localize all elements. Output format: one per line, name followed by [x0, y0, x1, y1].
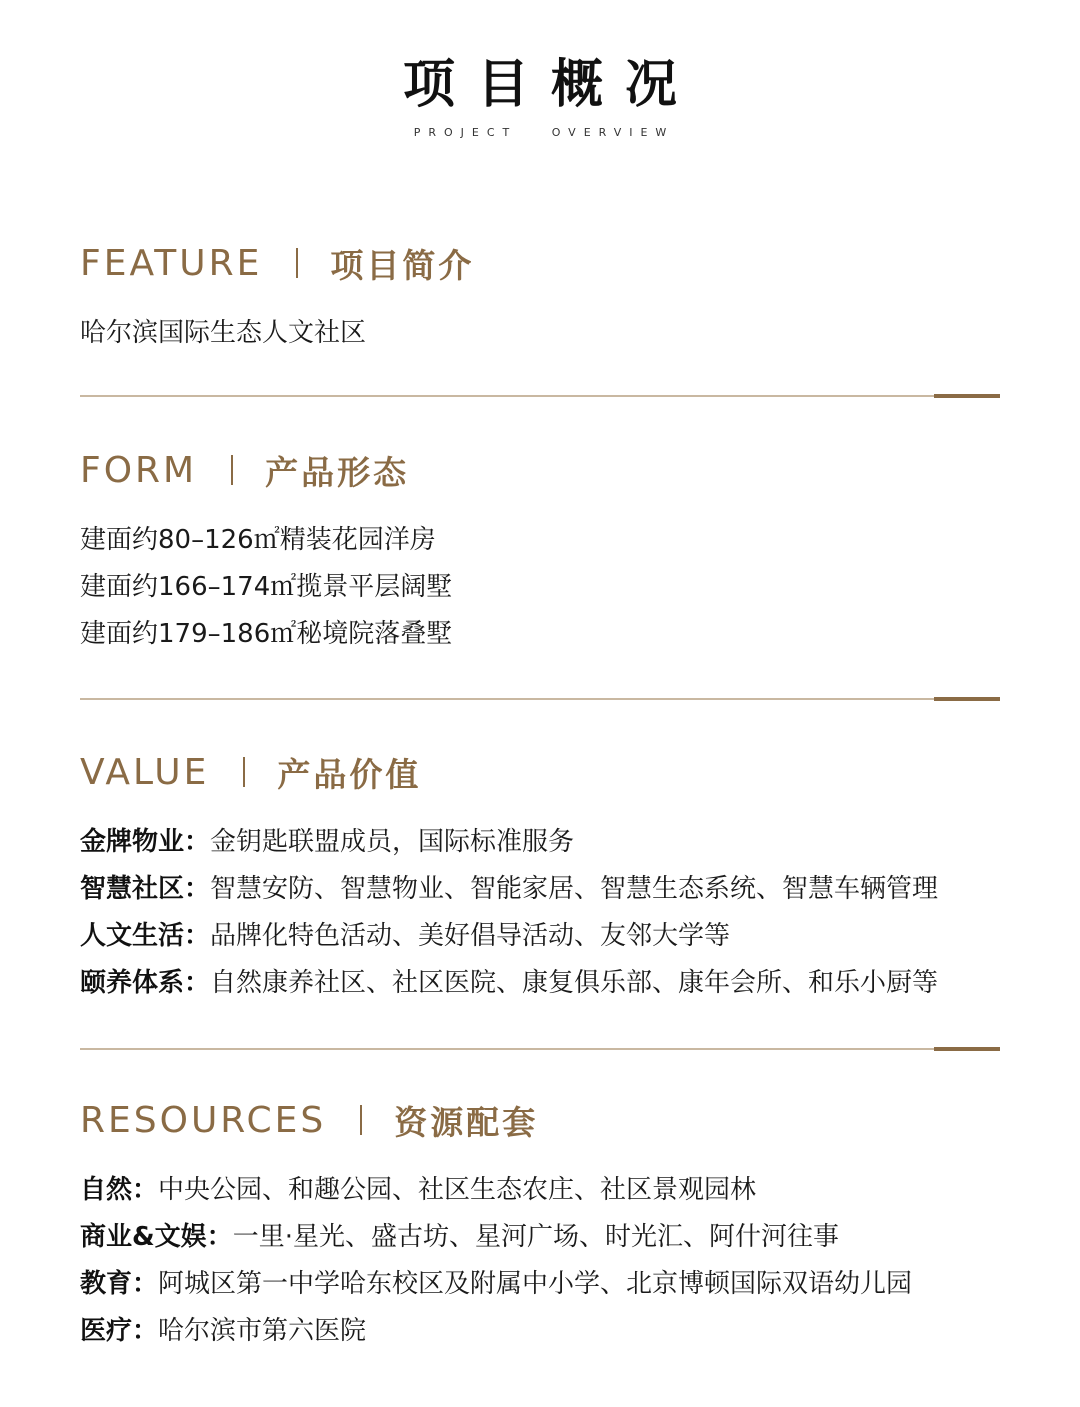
line-text: 建面约179–186㎡秘境院落叠墅: [80, 619, 453, 649]
section-divider: [80, 395, 1000, 397]
page-title: 项目概况: [402, 55, 699, 115]
divider-accent: [934, 1047, 1000, 1051]
text-line: [80, 564, 1000, 611]
line-label: 颐养体系：: [80, 968, 211, 998]
line-text: 智慧安防、智慧物业、智能家居、智慧生态系统、智慧车辆管理: [210, 874, 939, 904]
section-header: [80, 747, 1000, 797]
text-line: [80, 611, 1000, 658]
line-text: 自然康养社区、社区医院、康复俱乐部、康年会所、和乐小厨等: [210, 968, 939, 998]
section-separator: [296, 248, 298, 278]
section-feature: [80, 238, 1000, 357]
line-text: 建面约80–126㎡精装花园洋房: [80, 525, 436, 555]
section-body: [80, 310, 1000, 357]
section-value: [80, 747, 1000, 1007]
section-title-en: FEATURE: [80, 242, 263, 284]
line-text: 品牌化特色活动、美好倡导活动、友邻大学等: [210, 921, 731, 951]
line-label: 金牌物业：: [80, 827, 211, 857]
section-title-en: VALUE: [80, 751, 210, 793]
divider-accent: [934, 394, 1000, 398]
line-text: 一里·星光、盛古坊、星河广场、时光汇、阿什河往事: [232, 1222, 839, 1252]
section-title-cn: 资源配套: [394, 1102, 539, 1142]
section-resources: [80, 1095, 1000, 1355]
line-text: 中央公园、和趣公园、社区生态农庄、社区景观园林: [158, 1175, 757, 1205]
section-separator: [231, 455, 233, 485]
line-text: 哈尔滨国际生态人文社区: [80, 318, 367, 348]
text-line: [80, 913, 1000, 960]
section-header: [80, 1095, 1000, 1145]
section-divider: [80, 698, 1000, 700]
line-label: 教育：: [80, 1269, 159, 1299]
text-line: [80, 819, 1000, 866]
page-subtitle: PROJECT OVERVIEW: [413, 126, 675, 139]
line-label: 智慧社区：: [80, 874, 211, 904]
section-title-cn: 项目简介: [330, 245, 475, 285]
line-label: 商业&文娱：: [80, 1222, 233, 1252]
section-body: [80, 517, 1000, 658]
section-title-en: RESOURCES: [80, 1099, 327, 1141]
line-text: 阿城区第一中学哈东校区及附属中小学、北京博顿国际双语幼儿园: [158, 1269, 913, 1299]
section-body: [80, 1167, 1000, 1355]
text-line: [80, 1214, 1000, 1261]
line-text: 哈尔滨市第六医院: [158, 1316, 367, 1346]
text-line: [80, 310, 1000, 357]
section-divider: [80, 1048, 1000, 1050]
text-line: [80, 1308, 1000, 1355]
section-title-cn: 产品形态: [265, 452, 410, 492]
text-line: [80, 1261, 1000, 1308]
line-label: 人文生活：: [80, 921, 211, 951]
section-body: [80, 819, 1000, 1007]
section-form: [80, 445, 1000, 658]
text-line: [80, 1167, 1000, 1214]
divider-accent: [934, 697, 1000, 701]
line-text: 建面约166–174㎡揽景平层阔墅: [80, 572, 453, 602]
text-line: [80, 960, 1000, 1007]
section-title-en: FORM: [80, 449, 198, 491]
section-title-cn: 产品价值: [277, 754, 422, 794]
line-label: 自然：: [80, 1175, 159, 1205]
section-separator: [243, 757, 245, 787]
section-header: [80, 445, 1000, 495]
text-line: [80, 866, 1000, 913]
line-text: 金钥匙联盟成员，国际标准服务: [210, 827, 575, 857]
text-line: [80, 517, 1000, 564]
line-label: 医疗：: [80, 1316, 159, 1346]
section-separator: [360, 1105, 362, 1135]
section-header: [80, 238, 1000, 288]
